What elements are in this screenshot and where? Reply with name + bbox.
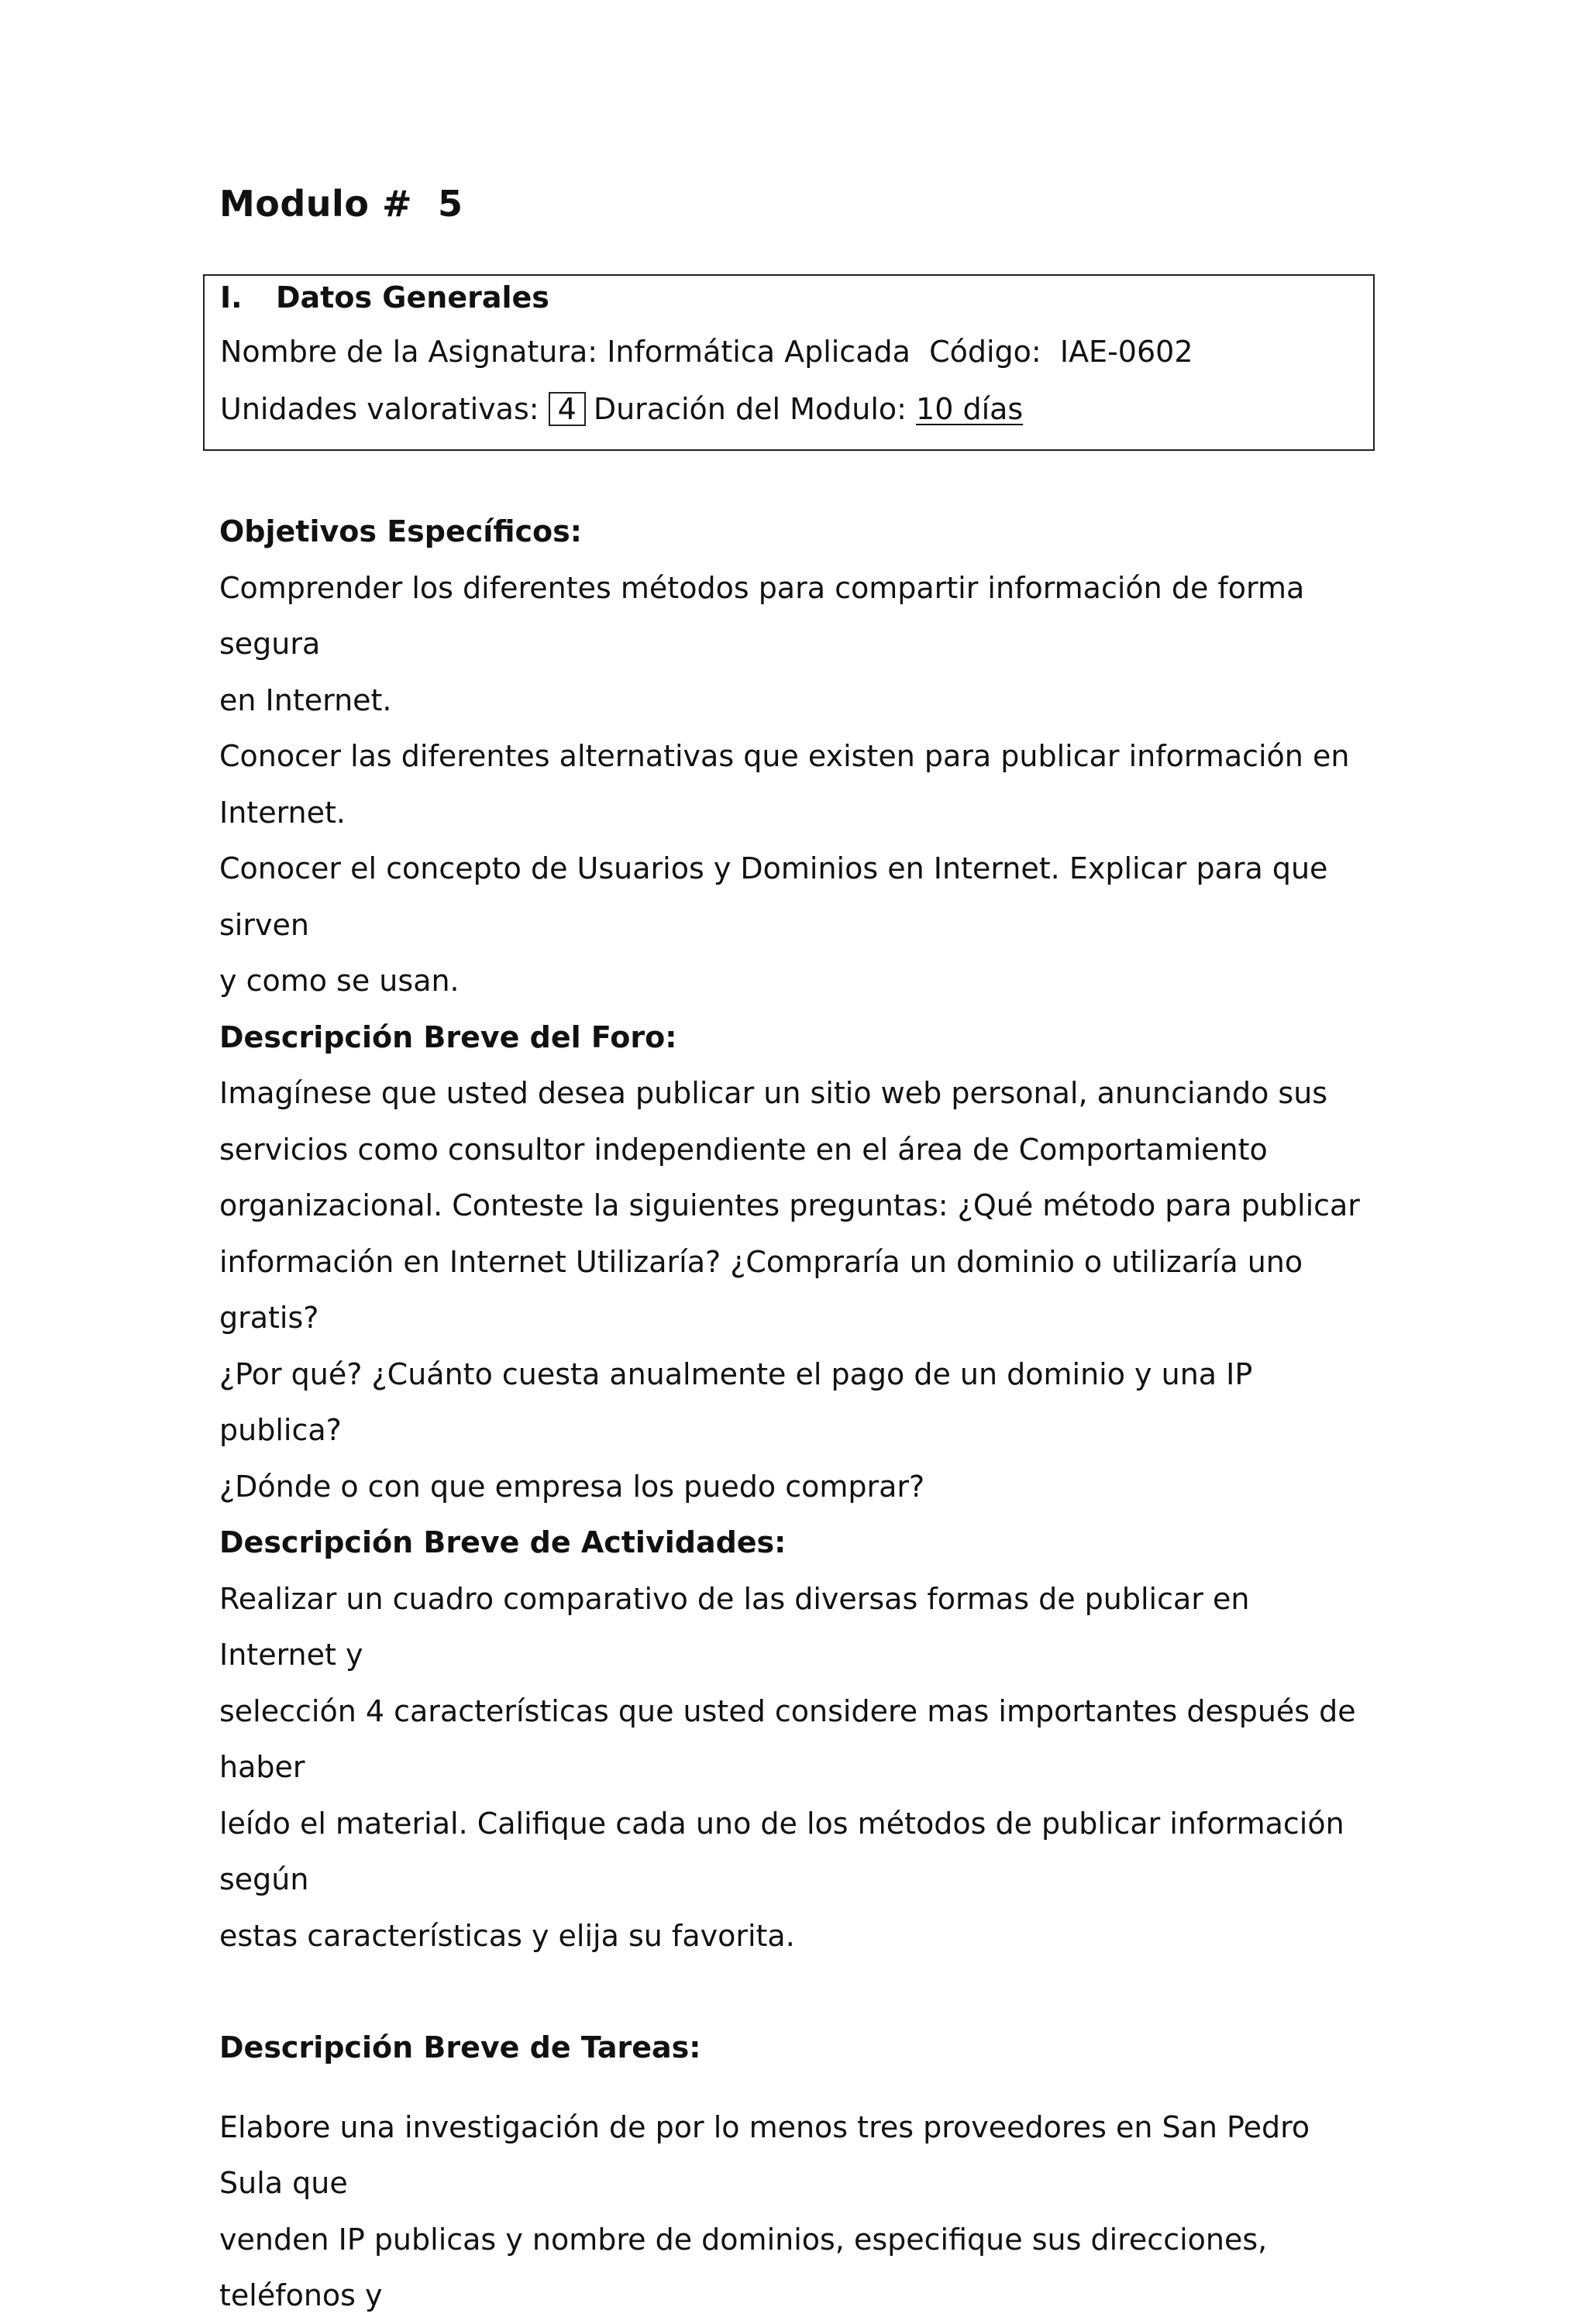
units-line [220,392,1023,426]
units-label: Unidades valorativas: [220,392,549,426]
duration-label: Duración del Modulo: [593,392,917,426]
forum-line: servicios como consultor independiente en el área de Comportamiento [219,1132,1268,1167]
objectives-line: Internet. [219,795,346,830]
subject-label: Nombre de la Asignatura: [220,335,608,369]
document-body [219,504,1374,2324]
forum-line: ¿Por qué? ¿Cuánto cuesta anualmente el pago de un dominio y una IP publica? [219,1356,1253,1447]
objectives-line: Comprender los diferentes métodos para compartir información de forma segura [219,570,1305,661]
forum-line: información en Internet Utilizaría? ¿Compraría un dominio o utilizaría uno gratis? [219,1244,1303,1335]
tasks-line: Elabore una investigación de por lo menos tres proveedores en San Pedro Sula que [219,2109,1310,2200]
subject-line [220,335,1193,369]
section-spacer [219,2076,1374,2099]
activities-line: estas características y elija su favorita. [219,1918,795,1953]
objectives-heading: Objetivos Específicos: [219,514,582,548]
forum-line: organizacional. Conteste la siguientes preguntas: ¿Qué método para publicar [219,1188,1360,1222]
objectives-line: Conocer las diferentes alternativas que existen para publicar información en [219,739,1350,773]
activities-line: leído el material. Califique cada uno de los métodos de publicar información según [219,1806,1344,1896]
activities-line: selección 4 características que usted considere mas importantes después de haber [219,1693,1356,1784]
tasks-line: venden IP publicas y nombre de dominios, especifique sus direcciones, teléfonos y [219,2222,1268,2312]
forum-heading: Descripción Breve del Foro: [219,1019,677,1054]
subject-value: Informática Aplicada [607,335,911,369]
duration-value: 10 días [916,392,1024,426]
objectives-line: y como se usan. [219,964,460,998]
module-title: Modulo # 5 [219,183,463,225]
forum-line: ¿Dónde o con que empresa los puedo comprar? [219,1469,925,1504]
code-label: Código: [910,335,1060,369]
objectives-line: en Internet. [219,682,392,717]
tasks-heading: Descripción Breve de Tareas: [219,2030,701,2064]
activities-heading: Descripción Breve de Actividades: [219,1525,787,1559]
general-data-box [203,274,1375,451]
units-value: 4 [549,392,586,426]
section-spacer [219,1964,1374,2020]
general-data-heading [220,280,549,315]
objectives-line: Conocer el concepto de Usuarios y Dominios en Internet. Explicar para que sirven [219,851,1328,942]
activities-line: Realizar un cuadro comparativo de las diversas formas de publicar en Internet y [219,1581,1250,1672]
section-number: I. [220,280,243,315]
section-title: Datos Generales [276,280,549,315]
forum-line: Imagínese que usted desea publicar un sitio web personal, anunciando sus [219,1076,1328,1110]
code-value: IAE-0602 [1059,335,1193,369]
